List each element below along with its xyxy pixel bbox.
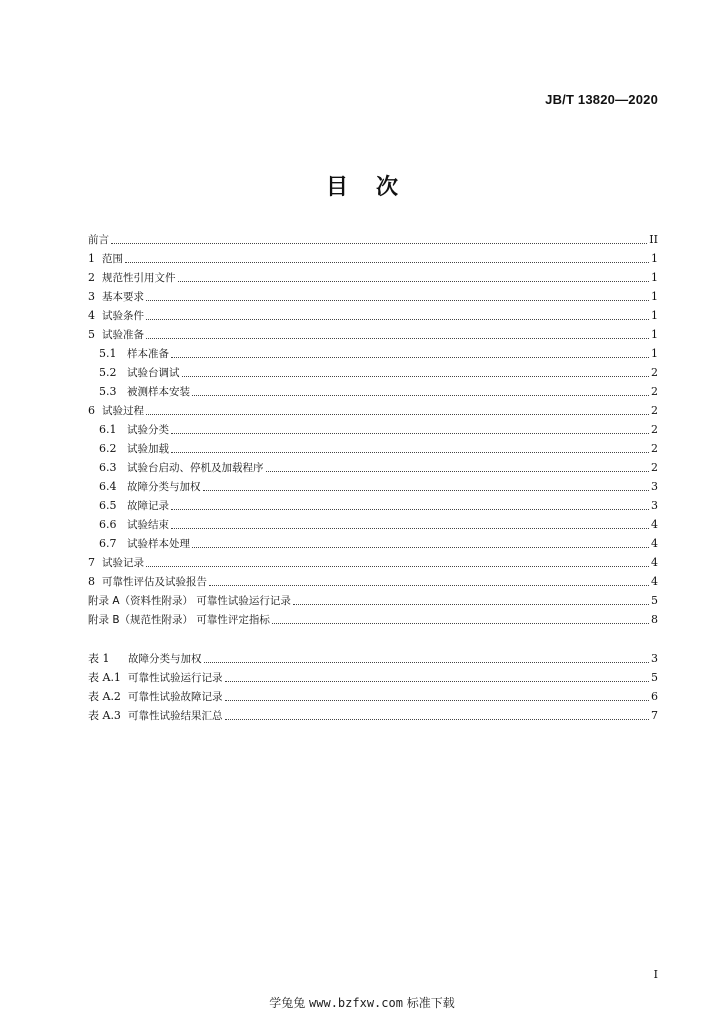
toc-entry[interactable] xyxy=(88,477,658,496)
toc-entry-title: 试验结束 xyxy=(127,519,169,531)
toc-entry-number: 8 xyxy=(88,575,95,588)
toc-entry-title: 可靠性试验故障记录 xyxy=(128,691,223,703)
toc-entry-page: 3 xyxy=(651,652,658,665)
toc-entry-title: 样本准备 xyxy=(127,348,169,360)
toc-entry-number: 表 A.2 xyxy=(88,690,121,703)
page-number: I xyxy=(653,968,658,981)
toc-entry-page: 1 xyxy=(651,347,658,360)
toc-entry-number: 6.1 xyxy=(99,423,117,436)
toc-entry[interactable] xyxy=(88,458,658,477)
toc-entry-title: 可靠性评估及试验报告 xyxy=(102,576,207,588)
dot-leader xyxy=(209,585,649,586)
table-of-contents xyxy=(88,230,658,629)
dot-leader xyxy=(272,623,649,624)
toc-entry-number: 5.3 xyxy=(99,385,117,398)
toc-entry-number: 5.1 xyxy=(99,347,117,360)
toc-entry-number: 6.5 xyxy=(99,499,117,512)
toc-entry-page: 4 xyxy=(651,518,658,531)
toc-entry[interactable] xyxy=(88,496,658,515)
dot-leader xyxy=(204,662,650,663)
dot-leader xyxy=(192,547,649,548)
toc-entry-page: 2 xyxy=(651,404,658,417)
toc-entry-number: 6.2 xyxy=(99,442,117,455)
toc-entry[interactable] xyxy=(88,439,658,458)
toc-entry[interactable] xyxy=(88,553,658,572)
toc-entry-page: 5 xyxy=(651,671,658,684)
toc-entry-page: 7 xyxy=(651,709,658,722)
toc-entry-number: 2 xyxy=(88,271,95,284)
toc-entry-page: 8 xyxy=(651,613,658,626)
toc-entry-number: 表 1 xyxy=(88,652,110,665)
toc-entry-number: 表 A.1 xyxy=(88,671,121,684)
toc-entry-title: 范围 xyxy=(102,253,123,265)
dot-leader xyxy=(171,433,649,434)
toc-entry[interactable] xyxy=(88,382,658,401)
toc-entry-page: 2 xyxy=(651,423,658,436)
dot-leader xyxy=(146,300,649,301)
toc-entry[interactable] xyxy=(88,591,658,610)
dot-leader xyxy=(192,395,649,396)
toc-entry-title: 规范性引用文件 xyxy=(102,272,176,284)
dot-leader xyxy=(225,681,650,682)
dot-leader xyxy=(171,528,649,529)
toc-entry-title: 试验条件 xyxy=(102,310,144,322)
toc-entry[interactable] xyxy=(88,668,658,687)
toc-entry-title: 可靠性试验结果汇总 xyxy=(128,710,223,722)
toc-entry-number: 6 xyxy=(88,404,95,417)
dot-leader xyxy=(266,471,650,472)
toc-entry-number: 1 xyxy=(88,252,95,265)
toc-entry-title: 附录 B（规范性附录） 可靠性评定指标 xyxy=(88,614,270,626)
dot-leader xyxy=(125,262,649,263)
dot-leader xyxy=(225,719,650,720)
toc-entry[interactable] xyxy=(88,706,658,725)
standard-number: JB/T 13820—2020 xyxy=(545,92,658,107)
toc-entry-page: 4 xyxy=(651,537,658,550)
dot-leader xyxy=(111,243,647,244)
toc-entry-page: 3 xyxy=(651,480,658,493)
dot-leader xyxy=(203,490,650,491)
toc-entry-title: 可靠性试验运行记录 xyxy=(128,672,223,684)
dot-leader xyxy=(225,700,650,701)
footer-watermark[interactable] xyxy=(0,994,724,1011)
toc-entry-title: 被测样本安装 xyxy=(127,386,190,398)
toc-entry[interactable] xyxy=(88,420,658,439)
toc-entry-title: 试验准备 xyxy=(102,329,144,341)
toc-entry-page: 1 xyxy=(651,271,658,284)
toc-entry-number: 5 xyxy=(88,328,95,341)
toc-entry-page: 2 xyxy=(651,461,658,474)
toc-entry[interactable] xyxy=(88,363,658,382)
toc-entry-page: 1 xyxy=(651,328,658,341)
toc-entry[interactable] xyxy=(88,610,658,629)
toc-entry-title: 试验过程 xyxy=(102,405,144,417)
dot-leader xyxy=(171,509,649,510)
toc-entry-title: 故障分类与加权 xyxy=(128,653,202,665)
list-of-tables xyxy=(88,649,658,725)
toc-entry-page: 4 xyxy=(651,556,658,569)
toc-entry-page: 6 xyxy=(651,690,658,703)
toc-entry-title: 基本要求 xyxy=(102,291,144,303)
page-title: 目次 xyxy=(325,175,426,200)
toc-entry-page: 2 xyxy=(651,366,658,379)
toc-entry[interactable] xyxy=(88,401,658,420)
dot-leader xyxy=(178,281,650,282)
toc-entry[interactable] xyxy=(88,249,658,268)
toc-entry-page: II xyxy=(649,233,658,246)
toc-entry-page: 1 xyxy=(651,309,658,322)
toc-entry[interactable] xyxy=(88,534,658,553)
dot-leader xyxy=(146,319,649,320)
footer-url[interactable]: www.bzfxw.com xyxy=(309,996,403,1010)
toc-entry-title: 试验加载 xyxy=(127,443,169,455)
toc-entry-title: 故障分类与加权 xyxy=(127,481,201,493)
toc-entry[interactable] xyxy=(88,515,658,534)
footer-prefix: 学兔兔 xyxy=(269,996,306,1010)
toc-entry-page: 2 xyxy=(651,442,658,455)
toc-entry-page: 1 xyxy=(651,252,658,265)
toc-entry[interactable] xyxy=(88,230,658,249)
toc-entry[interactable] xyxy=(88,649,658,668)
toc-entry-page: 5 xyxy=(651,594,658,607)
dot-leader xyxy=(146,566,649,567)
dot-leader xyxy=(146,414,649,415)
dot-leader xyxy=(182,376,650,377)
toc-entry[interactable] xyxy=(88,287,658,306)
toc-entry-title: 故障记录 xyxy=(127,500,169,512)
toc-entry-title: 前言 xyxy=(88,234,109,246)
toc-entry-number: 7 xyxy=(88,556,95,569)
dot-leader xyxy=(146,338,649,339)
toc-entry-number: 5.2 xyxy=(99,366,117,379)
toc-entry[interactable] xyxy=(88,344,658,363)
toc-entry-title: 试验台启动、停机及加载程序 xyxy=(127,462,264,474)
toc-entry-number: 6.3 xyxy=(99,461,117,474)
toc-entry-title: 试验样本处理 xyxy=(127,538,190,550)
toc-entry-title: 试验记录 xyxy=(102,557,144,569)
toc-entry-page: 3 xyxy=(651,499,658,512)
dot-leader xyxy=(171,452,649,453)
toc-entry-page: 2 xyxy=(651,385,658,398)
toc-entry-page: 4 xyxy=(651,575,658,588)
toc-entry-number: 6.7 xyxy=(99,537,117,550)
toc-entry-number: 6.6 xyxy=(99,518,117,531)
toc-entry-title: 附录 A（资料性附录） 可靠性试验运行记录 xyxy=(88,595,291,607)
toc-entry[interactable] xyxy=(88,268,658,287)
toc-entry-number: 表 A.3 xyxy=(88,709,121,722)
toc-entry[interactable] xyxy=(88,572,658,591)
toc-entry[interactable] xyxy=(88,306,658,325)
toc-entry-page: 1 xyxy=(651,290,658,303)
dot-leader xyxy=(293,604,649,605)
footer-suffix: 标准下载 xyxy=(406,996,455,1010)
dot-leader xyxy=(171,357,649,358)
toc-entry[interactable] xyxy=(88,687,658,706)
toc-entry-number: 6.4 xyxy=(99,480,117,493)
toc-entry-number: 3 xyxy=(88,290,95,303)
toc-entry[interactable] xyxy=(88,325,658,344)
toc-entry-number: 4 xyxy=(88,309,95,322)
toc-entry-title: 试验分类 xyxy=(127,424,169,436)
toc-entry-title: 试验台调试 xyxy=(127,367,180,379)
